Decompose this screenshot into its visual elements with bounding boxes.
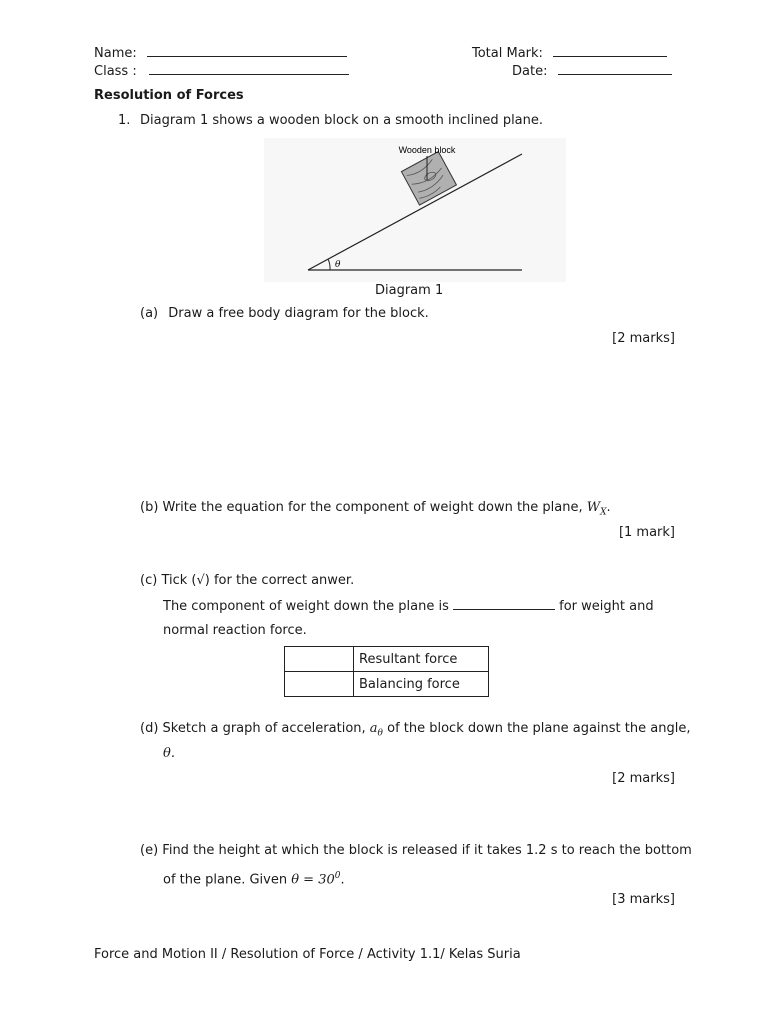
part-a-text: Draw a free body diagram for the block. (168, 306, 429, 321)
part-d-line2: θ. (163, 746, 175, 761)
part-c-label: (c) (140, 573, 158, 588)
part-d-text-after: of the block down the plane against the angle, (387, 721, 691, 736)
question-number: 1. (118, 113, 131, 128)
part-b-label: (b) (140, 500, 159, 515)
part-a-answer-space[interactable] (140, 350, 675, 490)
date-blank[interactable] (558, 63, 672, 75)
part-e-marks: [3 marks] (612, 892, 675, 907)
part-e-math: θ = 30 (291, 872, 335, 888)
name-row (94, 45, 347, 62)
block-label: Wooden block (398, 145, 456, 155)
part-b-marks: [1 mark] (618, 525, 675, 540)
part-b-math-sub: X (600, 507, 607, 518)
part-e (140, 843, 692, 859)
part-c-line1-after: for weight and (559, 599, 654, 614)
section-title: Resolution of Forces (94, 88, 244, 103)
class-label: Class : (94, 64, 137, 79)
part-d-text-before: Sketch a graph of acceleration, (162, 721, 366, 736)
date-label: Date: (512, 64, 548, 79)
part-e-line2 (163, 868, 345, 888)
page-footer: Force and Motion II / Resolution of Force / Activity 1.1/ Kelas Suria (94, 947, 521, 962)
total-mark-label: Total Mark: (472, 46, 543, 61)
class-blank[interactable] (149, 63, 349, 75)
tick-box-balancing[interactable] (285, 672, 354, 697)
part-b-math: W (586, 500, 601, 515)
part-c-answer-blank[interactable] (453, 598, 555, 610)
table-row (285, 672, 489, 697)
name-label: Name: (94, 46, 137, 61)
part-e-math-sup: 0 (334, 871, 341, 881)
table-row (285, 647, 489, 672)
part-e-line2-before: of the plane. Given (163, 872, 288, 888)
part-e-label: (e) (140, 843, 159, 858)
part-a-marks: [2 marks] (612, 331, 675, 346)
part-c (140, 573, 354, 589)
part-a-label: (a) (140, 306, 159, 321)
part-e-text: Find the height at which the block is released if it takes 1.2 s to reach the bottom (162, 843, 692, 858)
part-c-line2: normal reaction force. (163, 623, 307, 638)
part-c-text: Tick (√) for the correct anwer. (161, 573, 355, 588)
part-b (140, 500, 611, 521)
class-row (94, 63, 349, 80)
part-b-end: . (606, 500, 611, 515)
option-balancing-force: Balancing force (354, 672, 489, 697)
inclined-plane-diagram (264, 138, 566, 282)
diagram-background (264, 138, 566, 282)
part-d (140, 721, 690, 742)
part-c-line1 (163, 598, 654, 615)
part-e-end: . (340, 872, 345, 888)
option-resultant-force: Resultant force (354, 647, 489, 672)
part-d-marks: [2 marks] (612, 771, 675, 786)
tick-box-resultant[interactable] (285, 647, 354, 672)
part-a (140, 306, 429, 322)
name-blank[interactable] (147, 45, 347, 57)
total-mark-row (472, 45, 667, 62)
date-row (512, 63, 672, 80)
tick-table (284, 646, 489, 697)
part-d-math-sub: θ (377, 728, 383, 739)
question-intro: Diagram 1 shows a wooden block on a smooth inclined plane. (140, 113, 544, 128)
part-b-text: Write the equation for the component of weight down the plane, (162, 500, 583, 515)
diagram-caption: Diagram 1 (375, 283, 444, 298)
part-d-label: (d) (140, 721, 159, 736)
part-c-line1-before: The component of weight down the plane is (163, 599, 449, 614)
part-d-math: a (369, 721, 378, 736)
total-mark-blank[interactable] (553, 45, 667, 57)
angle-label: θ (335, 260, 341, 270)
